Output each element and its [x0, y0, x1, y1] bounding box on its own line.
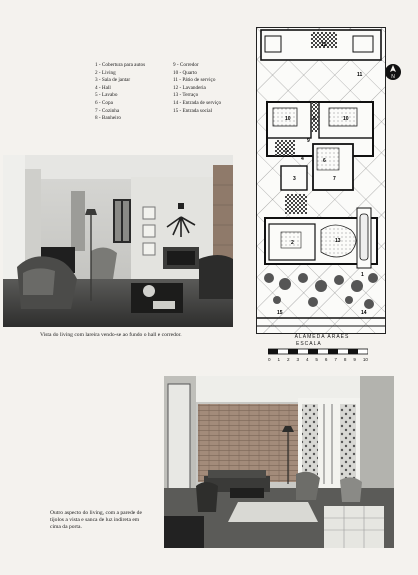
scale-bar — [268, 348, 368, 356]
scale-label: ESCALA — [296, 341, 322, 347]
room-number: 13 — [335, 238, 341, 244]
floor-plan-drawing — [257, 28, 385, 333]
room-number: 15 — [277, 310, 283, 316]
room-number: 3 — [293, 176, 296, 182]
room-number: 4 — [301, 156, 304, 162]
legend-item: 5 - Lavabo — [95, 92, 118, 99]
legend-item: 9 - Corredor — [173, 62, 199, 68]
room-number: 5 — [285, 148, 288, 154]
room-number: 8 — [313, 116, 316, 122]
scale-tick: 4 — [305, 357, 309, 362]
legend-item: 6 - Copa — [95, 99, 113, 106]
scale-ticks — [268, 357, 368, 362]
legend-item: 12 - Lavanderia — [173, 84, 206, 91]
room-number: 12 — [321, 42, 327, 48]
caption-line: tijolos a vista e sanca de luz indireta em — [50, 517, 140, 524]
scale-tick: 10 — [362, 357, 368, 362]
room-number: 7 — [333, 176, 336, 182]
scale-tick: 9 — [353, 357, 356, 362]
legend-item: 7 - Cozinha — [95, 107, 120, 114]
living-brick-wall-image — [164, 376, 394, 548]
caption-living-fireplace: Vista do living com lareira vendo-se ao fundo o hall e corredor. — [40, 332, 182, 338]
legend-item: 14 - Entrada de serviço — [173, 99, 222, 106]
legend-item: 15 - Entrada social — [173, 107, 213, 114]
room-number: 2 — [291, 240, 294, 246]
room-number: 10 — [343, 116, 349, 122]
scale-tick: 8 — [343, 357, 347, 362]
scale-tick: 0 — [268, 357, 271, 362]
legend-item: 11 - Pátio de serviço — [173, 77, 216, 84]
legend-column-1 — [95, 62, 175, 123]
room-number: 1 — [361, 272, 364, 278]
scale-tick: 6 — [324, 357, 328, 362]
scale-tick: 2 — [286, 357, 290, 362]
room-number: 14 — [361, 310, 367, 316]
caption-line: Outro aspecto do living, com a parede de — [50, 510, 142, 516]
legend-item: 2 - Living — [95, 69, 116, 76]
north-arrow-icon — [384, 63, 402, 81]
scale-tick: 1 — [277, 357, 281, 362]
scale-tick: 3 — [296, 357, 300, 362]
photo-living-brick-wall — [164, 376, 394, 548]
room-number: 11 — [357, 72, 363, 78]
room-number: 9 — [307, 138, 310, 144]
legend-item: 8 - Banheiro — [95, 115, 121, 122]
caption-line: cima da porta. — [50, 524, 82, 531]
room-number: 6 — [323, 158, 326, 164]
legend-item: 1 - Cobertura para autos — [95, 62, 146, 68]
street-label: ALAMEDA ARAÉS — [294, 334, 350, 340]
scale-tick: 5 — [315, 357, 318, 362]
north-label: N — [391, 74, 395, 80]
scale-tick: 7 — [334, 357, 337, 362]
room-number: 10 — [285, 116, 291, 122]
living-fireplace-image — [3, 155, 233, 327]
legend-column-2 — [173, 62, 253, 115]
legend-item: 4 - Hall — [95, 84, 111, 91]
caption-living-brick-wall — [50, 510, 158, 532]
legend-item: 3 - Sala de jantar — [95, 77, 131, 84]
legend-item: 13 - Terraço — [173, 92, 199, 99]
legend-item: 10 - Quarto — [173, 69, 197, 76]
photo-living-fireplace — [3, 155, 233, 327]
floor-plan — [256, 27, 386, 334]
